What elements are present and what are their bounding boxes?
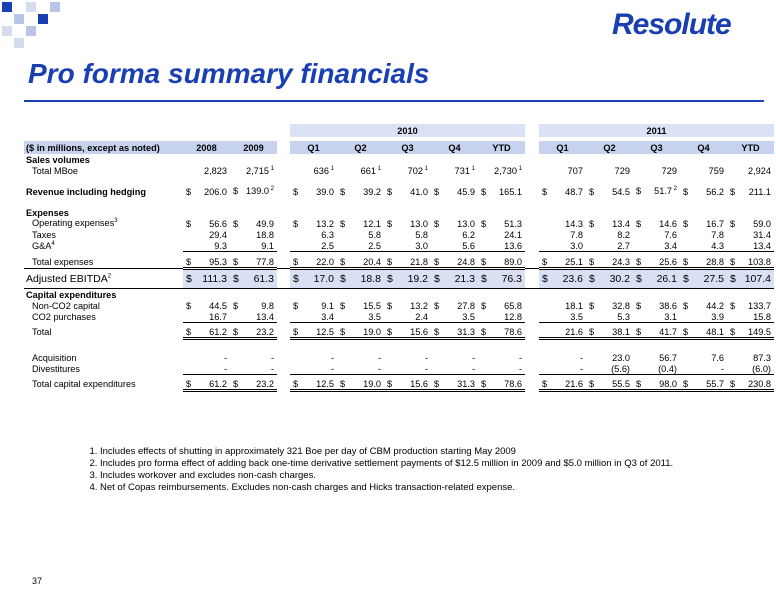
non-co2-capital-label: Non-CO2 capital (32, 300, 100, 311)
year-2010-header: 2010 (290, 124, 525, 137)
footnote-2: 2. Includes pro forma effect of adding back one-time derivative settlement payments of $12.5 million in 2009 and $5.0 million in Q3 of 2011. (100, 458, 673, 470)
taxes-value: 18.8 (256, 229, 274, 240)
footnotes (80, 446, 673, 494)
adjusted-ebitda-value: 26.1 (656, 273, 677, 285)
total-mboe-value: 2,715 (245, 165, 269, 176)
total-capex-value: 12.5 (316, 378, 334, 389)
col-2010-q1: Q1 (290, 141, 337, 154)
adjusted-ebitda-value: 111.3 (202, 273, 227, 285)
capex-total-value: 78.6 (504, 326, 522, 337)
total-capex-value: 230.8 (748, 378, 771, 389)
revenue-value: 211.1 (748, 186, 771, 197)
revenue-value: 39.2 (363, 186, 381, 197)
total-mboe-value: 702 (407, 165, 423, 176)
adjusted-ebitda-row: Adjusted EBITDA$^2$ $ 111.3 $ 61.3 $ 17.0 $ 18.8 $ 19.2 $ 21.3 $ 76.3 $ 23.6 $ 30.2 $ 26.1 $ 27.5 $ 107.4 (24, 269, 774, 289)
non-co2-capital-value: 13.2 (410, 300, 428, 311)
col-2011-q4: Q4 (680, 141, 727, 154)
total-capex-value: 21.6 (565, 378, 583, 389)
footnote-1: 1. Includes effects of shutting in approximately 321 Boe per day of CBM production starting May 2009 (100, 446, 673, 458)
g-and-a-value: 13.4 (753, 240, 771, 251)
operating-expenses-value: 13.4 (612, 218, 630, 229)
taxes-value: 8.2 (617, 229, 630, 240)
acquisition-value: - (424, 352, 428, 363)
capex-total-value: 61.2 (209, 326, 227, 337)
co2-purchases-label: CO2 purchases (32, 311, 96, 322)
divestitures-value: (5.6) (611, 363, 630, 374)
adjusted-ebitda-value: 30.2 (609, 273, 630, 285)
expenses-section (24, 207, 774, 218)
taxes-value: 31.4 (753, 229, 771, 240)
total-expenses-row: Total expenses $ 95.3 $ 77.8 $ 22.0 $ 20.4 $ 21.8 $ 24.8 $ 89.0 $ 25.1 $ 24.3 $ 25.6 $ 28.8 $ 103.8 (24, 256, 774, 269)
total-expenses-value: 22.0 (316, 256, 334, 267)
non-co2-capital-value: 9.8 (261, 300, 274, 311)
total-expenses-value: 20.4 (363, 256, 381, 267)
total-capex-value: 19.0 (363, 378, 381, 389)
revenue-value: 48.7 (565, 186, 583, 197)
total-mboe-value: 707 (567, 165, 583, 176)
page-number: 37 (32, 576, 43, 586)
year-2011-header: 2011 (539, 124, 774, 137)
operating-expenses-value: 13.0 (457, 218, 475, 229)
operating-expenses-value: 14.6 (659, 218, 677, 229)
revenue-value: 165.1 (499, 186, 522, 197)
company-logo: Resolute (612, 8, 731, 41)
g-and-a-value: 13.6 (504, 240, 522, 251)
col-2011-q2: Q2 (586, 141, 633, 154)
non-co2-capital-value: 38.6 (659, 300, 677, 311)
capex-total-value: 15.6 (410, 326, 428, 337)
acquisition-value: - (518, 352, 522, 363)
operating-expenses-value: 56.6 (209, 218, 227, 229)
revenue-row: Revenue including hedging $ 206.0 $ 139.0 $^2$ $ 39.0 $ 39.2 $ 41.0 $ 45.9 $ 165.1 $ 48.7 $ 54.5 $ 51.7 $^2$ $ 56.2 $ 211.1 (26, 186, 771, 197)
revenue-value: 41.0 (410, 186, 428, 197)
divestitures-value: - (330, 363, 334, 374)
col-2009: 2009 (230, 141, 277, 154)
units-label: ($ in millions, except as noted) (24, 141, 183, 154)
operating-expenses-row: Operating expenses$^3$ $ 56.6 $ 49.9 $ 13.2 $ 12.1 $ 13.0 $ 13.0 $ 51.3 14.3 $ 13.4 $ 14.6 $ 16.7 $ 59.0 (32, 218, 771, 229)
operating-expenses-value: 13.0 (410, 218, 428, 229)
taxes-row (24, 229, 774, 240)
capex-total-value: 12.5 (316, 326, 334, 337)
total-mboe-value: 729 (614, 165, 630, 176)
total-capex-value: 61.2 (209, 378, 227, 389)
total-capex-row: Total capital expenditures $ 61.2 $ 23.2 $ 12.5 $ 19.0 $ 15.6 $ 31.3 $ 78.6 $ 21.6 $ 55.5 $ 98.0 $ 55.7 $ 230.8 (24, 378, 774, 391)
financials-table (24, 124, 774, 392)
acquisition-value: - (223, 352, 227, 363)
non-co2-capital-value: 65.8 (504, 300, 522, 311)
operating-expenses-value: 51.3 (504, 218, 522, 229)
total-capex-value: 98.0 (659, 378, 677, 389)
col-2011-q3: Q3 (633, 141, 680, 154)
total-capex-value: 31.3 (457, 378, 475, 389)
total-expenses-value: 21.8 (410, 256, 428, 267)
divestitures-label: Divestitures (32, 363, 80, 374)
g-and-a-value: 5.6 (462, 240, 475, 251)
total-expenses-value: 95.3 (209, 256, 227, 267)
page-title: Pro forma summary financials (28, 58, 430, 89)
divestitures-value: - (579, 363, 583, 374)
capex-total-value: 23.2 (256, 326, 274, 337)
total-mboe-value: 661 (360, 165, 376, 176)
co2-purchases-value: 3.9 (711, 311, 724, 322)
footnote-3: 3. Includes workover and excludes non-cash charges. (100, 470, 673, 482)
divestitures-row (24, 363, 774, 375)
acquisition-row (24, 352, 774, 363)
taxes-value: 7.8 (711, 229, 724, 240)
co2-purchases-value: 3.5 (570, 311, 583, 322)
acquisition-value: - (270, 352, 274, 363)
capex-total-label: Total (32, 327, 52, 338)
col-2010-q4: Q4 (431, 141, 478, 154)
adjusted-ebitda-value: 23.6 (562, 273, 583, 285)
taxes-label: Taxes (32, 229, 56, 240)
title-rule (24, 100, 764, 102)
acquisition-value: - (471, 352, 475, 363)
co2-purchases-value: 3.1 (664, 311, 677, 322)
col-2011-ytd: YTD (727, 141, 774, 154)
operating-expenses-label: Operating expenses (32, 218, 115, 229)
year-header-row (24, 124, 774, 137)
total-mboe-value: 759 (708, 165, 724, 176)
total-mboe-label: Total MBoe (32, 165, 78, 176)
col-2010-q2: Q2 (337, 141, 384, 154)
decorative-squares (0, 0, 80, 50)
acquisition-value: 23.0 (612, 352, 630, 363)
total-expenses-value: 24.3 (612, 256, 630, 267)
acquisition-value: 87.3 (753, 352, 771, 363)
revenue-value: 206.0 (204, 186, 227, 197)
total-expenses-value: 77.8 (256, 256, 274, 267)
co2-purchases-row (24, 311, 774, 323)
taxes-value: 7.6 (664, 229, 677, 240)
sales-volumes-section-label: Sales volumes (26, 154, 90, 165)
g-and-a-value: 4.3 (711, 240, 724, 251)
g-and-a-value: 2.7 (617, 240, 630, 251)
revenue-value: 45.9 (457, 186, 475, 197)
capex-section (24, 289, 774, 301)
divestitures-value: (0.4) (658, 363, 677, 374)
co2-purchases-value: 15.8 (753, 311, 771, 322)
acquisition-value: - (377, 352, 381, 363)
adjusted-ebitda-value: 18.8 (360, 273, 381, 285)
divestitures-value: - (223, 363, 227, 374)
total-expenses-value: 25.6 (659, 256, 677, 267)
taxes-value: 6.2 (462, 229, 475, 240)
col-2008: 2008 (183, 141, 230, 154)
revenue-value: 56.2 (706, 186, 724, 197)
revenue-value: 51.7 (654, 186, 672, 197)
total-capex-value: 55.5 (612, 378, 630, 389)
total-mboe-value: 2,730 (493, 165, 517, 176)
adjusted-ebitda-value: 61.3 (253, 273, 274, 285)
total-capex-label: Total capital expenditures (32, 379, 136, 390)
g-and-a-value: 3.4 (664, 240, 677, 251)
operating-expenses-value: 13.2 (316, 218, 334, 229)
g-and-a-value: 2.5 (368, 240, 381, 251)
revenue-label: Revenue including hedging (26, 186, 146, 197)
taxes-value: 24.1 (504, 229, 522, 240)
adjusted-ebitda-value: 21.3 (454, 273, 475, 285)
col-2010-q3: Q3 (384, 141, 431, 154)
taxes-value: 6.3 (321, 229, 334, 240)
column-header-row (24, 141, 774, 154)
total-expenses-value: 24.8 (457, 256, 475, 267)
divestitures-value: - (270, 363, 274, 374)
adjusted-ebitda-value: 27.5 (703, 273, 724, 285)
revenue-value: 54.5 (612, 186, 630, 197)
non-co2-capital-value: 44.2 (706, 300, 724, 311)
taxes-value: 29.4 (209, 229, 227, 240)
co2-purchases-value: 3.4 (321, 311, 334, 322)
capex-total-row: Total $ 61.2 $ 23.2 $ 12.5 $ 19.0 $ 15.6 $ 31.3 $ 78.6 21.6 $ 38.1 $ 41.7 $ 48.1 $ 149.5 (24, 326, 774, 339)
co2-purchases-value: 16.7 (209, 311, 227, 322)
total-capex-value: 15.6 (410, 378, 428, 389)
acquisition-value: 7.6 (711, 352, 724, 363)
operating-expenses-value: 59.0 (753, 218, 771, 229)
total-mboe-value: 729 (661, 165, 677, 176)
g-and-a-value: 9.3 (214, 240, 227, 251)
co2-purchases-value: 13.4 (256, 311, 274, 322)
total-expenses-value: 89.0 (504, 256, 522, 267)
total-capex-value: 55.7 (706, 378, 724, 389)
co2-purchases-value: 12.8 (504, 311, 522, 322)
capex-total-value: 48.1 (706, 326, 724, 337)
acquisition-value: - (579, 352, 583, 363)
non-co2-capital-value: 18.1 (565, 300, 583, 311)
operating-expenses-value: 16.7 (706, 218, 724, 229)
co2-purchases-value: 5.3 (617, 311, 630, 322)
non-co2-capital-value: 44.5 (209, 300, 227, 311)
adjusted-ebitda-value: 76.3 (501, 273, 522, 285)
capex-total-value: 19.0 (363, 326, 381, 337)
total-mboe-value: 636 (313, 165, 329, 176)
total-capex-value: 78.6 (504, 378, 522, 389)
taxes-value: 7.8 (570, 229, 583, 240)
divestitures-value: (6.0) (752, 363, 771, 374)
adjusted-ebitda-value: 17.0 (313, 273, 334, 285)
capex-total-value: 21.6 (565, 326, 583, 337)
total-expenses-value: 103.8 (748, 256, 771, 267)
revenue-value: 139.0 (245, 186, 269, 197)
co2-purchases-value: 2.4 (415, 311, 428, 322)
co2-purchases-value: 3.5 (462, 311, 475, 322)
acquisition-label: Acquisition (32, 352, 77, 363)
sales-volumes-section (24, 154, 774, 165)
non-co2-capital-row: Non-CO2 capital $ 44.5 $ 9.8 $ 9.1 $ 15.5 $ 13.2 $ 27.8 $ 65.8 18.1 $ 32.8 $ 38.6 $ 44.2 $ 133.7 (32, 300, 771, 311)
total-expenses-label: Total expenses (32, 257, 94, 267)
adjusted-ebitda-label: Adjusted EBITDA (26, 272, 108, 285)
co2-purchases-value: 3.5 (368, 311, 381, 322)
operating-expenses-value: 49.9 (256, 218, 274, 229)
non-co2-capital-value: 9.1 (321, 300, 334, 311)
divestitures-value: - (720, 363, 724, 374)
expenses-section-label: Expenses (26, 207, 69, 218)
footnote-4: 4. Net of Copas reimbursements. Excludes non-cash charges and Hicks transaction-related expense. (100, 482, 673, 494)
col-2011-q1: Q1 (539, 141, 586, 154)
divestitures-value: - (471, 363, 475, 374)
divestitures-value: - (424, 363, 428, 374)
non-co2-capital-value: 27.8 (457, 300, 475, 311)
total-mboe-value: 2,924 (748, 165, 771, 176)
revenue-value: 39.0 (316, 186, 334, 197)
total-mboe-row: Total MBoe 2,823 2,715 $^1$ 636 $^1$ 661 $^1$ 702 $^1$ 731 $^1$ 2,730 $^1$ 707 729 729 759 2,924 (32, 165, 771, 176)
operating-expenses-value: 12.1 (363, 218, 381, 229)
capex-total-value: 149.5 (748, 326, 771, 337)
acquisition-value: - (330, 352, 334, 363)
non-co2-capital-value: 133.7 (748, 300, 771, 311)
g-and-a-value: 3.0 (415, 240, 428, 251)
total-expenses-value: 28.8 (706, 256, 724, 267)
g-and-a-row: $G\&A^4$ 9.3 9.1 2.5 2.5 3.0 5.6 13.6 3.0 2.7 3.4 4.3 13.4 (24, 240, 774, 252)
g-and-a-value: 2.5 (321, 240, 334, 251)
taxes-value: 5.8 (415, 229, 428, 240)
total-mboe-value: 2,823 (204, 165, 227, 176)
col-2010-ytd: YTD (478, 141, 525, 154)
divestitures-value: - (377, 363, 381, 374)
divestitures-value: - (518, 363, 522, 374)
capex-total-value: 41.7 (659, 326, 677, 337)
g-and-a-value: 9.1 (261, 240, 274, 251)
capex-total-value: 38.1 (612, 326, 630, 337)
acquisition-value: 56.7 (659, 352, 677, 363)
g-and-a-value: 3.0 (570, 240, 583, 251)
total-mboe-value: 731 (454, 165, 470, 176)
non-co2-capital-value: 15.5 (363, 300, 381, 311)
adjusted-ebitda-value: 107.4 (744, 273, 771, 285)
operating-expenses-value: 14.3 (565, 218, 583, 229)
adjusted-ebitda-value: 19.2 (407, 273, 428, 285)
non-co2-capital-value: 32.8 (612, 300, 630, 311)
taxes-value: 5.8 (368, 229, 381, 240)
capex-total-value: 31.3 (457, 326, 475, 337)
capex-section-label: Capital expenditures (26, 289, 117, 300)
total-expenses-value: 25.1 (565, 256, 583, 267)
total-capex-value: 23.2 (256, 378, 274, 389)
g-and-a-label: G&A (32, 240, 52, 251)
